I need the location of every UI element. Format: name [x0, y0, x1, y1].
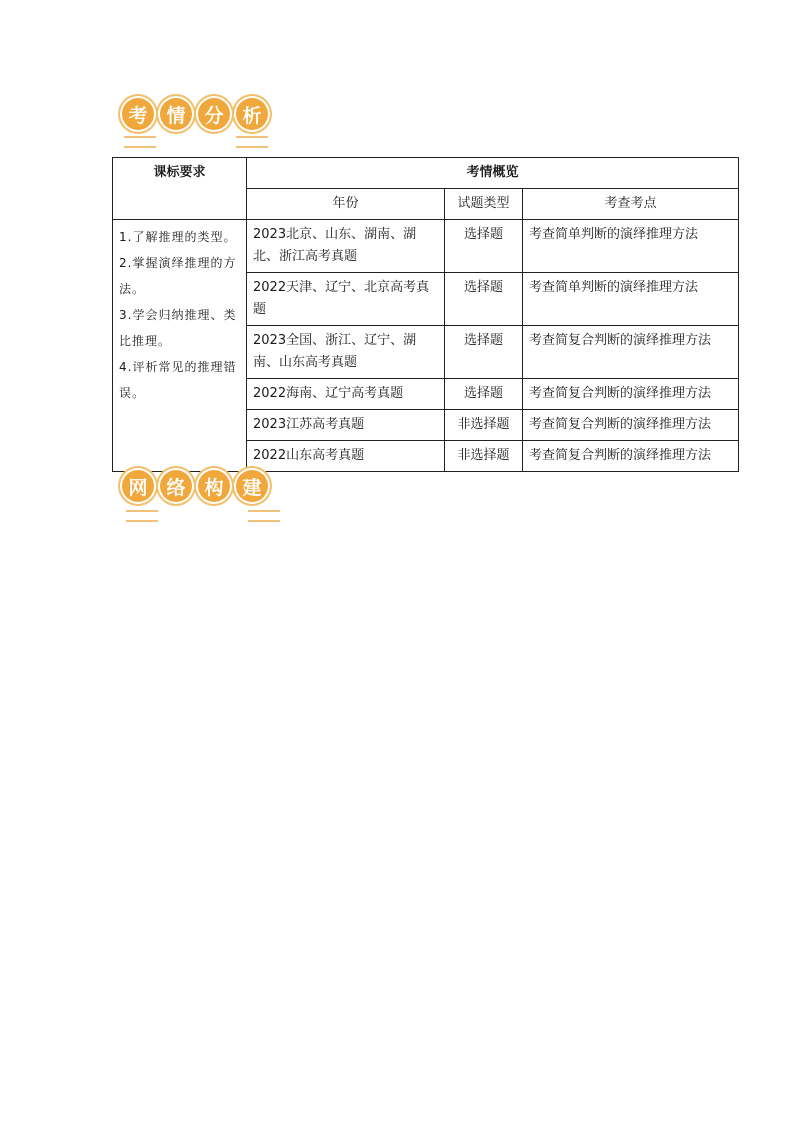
requirement-item: 4.评析常见的推理错误。	[119, 360, 237, 400]
cell-year: 2022海南、辽宁高考真题	[247, 379, 445, 410]
column-header-year: 年份	[247, 189, 445, 220]
requirement-item: 1.了解推理的类型。	[119, 230, 237, 244]
cell-year: 2022天津、辽宁、北京高考真题	[247, 273, 445, 326]
decorative-lines	[124, 136, 156, 148]
header-exam-overview: 考情概览	[247, 158, 739, 189]
cell-point: 考查简复合判断的演绎推理方法	[523, 326, 739, 379]
cell-type: 选择题	[445, 220, 523, 273]
cell-type: 选择题	[445, 326, 523, 379]
title-char: 分	[196, 96, 232, 132]
decorative-lines	[236, 136, 268, 148]
requirement-item: 2.掌握演绎推理的方法。	[119, 256, 237, 296]
table-row	[113, 220, 739, 273]
section-title-network	[120, 468, 270, 504]
cell-type: 非选择题	[445, 410, 523, 441]
cell-year: 2023北京、山东、湖南、湖北、浙江高考真题	[247, 220, 445, 273]
cell-point: 考查简单判断的演绎推理方法	[523, 220, 739, 273]
title-char: 析	[234, 96, 270, 132]
title-char: 网	[120, 468, 156, 504]
title-char: 考	[120, 96, 156, 132]
cell-point: 考查简复合判断的演绎推理方法	[523, 379, 739, 410]
title-char: 构	[196, 468, 232, 504]
cell-point: 考查简复合判断的演绎推理方法	[523, 410, 739, 441]
cell-type: 选择题	[445, 273, 523, 326]
cell-point: 考查简复合判断的演绎推理方法	[523, 441, 739, 472]
cell-type: 选择题	[445, 379, 523, 410]
column-header-type: 试题类型	[445, 189, 523, 220]
requirement-item: 3.学会归纳推理、类比推理。	[119, 308, 237, 348]
section-title-analysis	[120, 96, 270, 132]
cell-year: 2023江苏高考真题	[247, 410, 445, 441]
decorative-lines	[126, 510, 158, 522]
cell-year: 2022山东高考真题	[247, 441, 445, 472]
title-char: 情	[158, 96, 194, 132]
decorative-lines	[248, 510, 280, 522]
cell-point: 考查简单判断的演绎推理方法	[523, 273, 739, 326]
header-curriculum-requirements: 课标要求	[113, 158, 247, 220]
title-char: 建	[234, 468, 270, 504]
title-char: 络	[158, 468, 194, 504]
requirements-cell	[113, 220, 247, 472]
cell-type: 非选择题	[445, 441, 523, 472]
cell-year: 2023全国、浙江、辽宁、湖南、山东高考真题	[247, 326, 445, 379]
column-header-point: 考查考点	[523, 189, 739, 220]
exam-analysis-table	[112, 157, 739, 472]
